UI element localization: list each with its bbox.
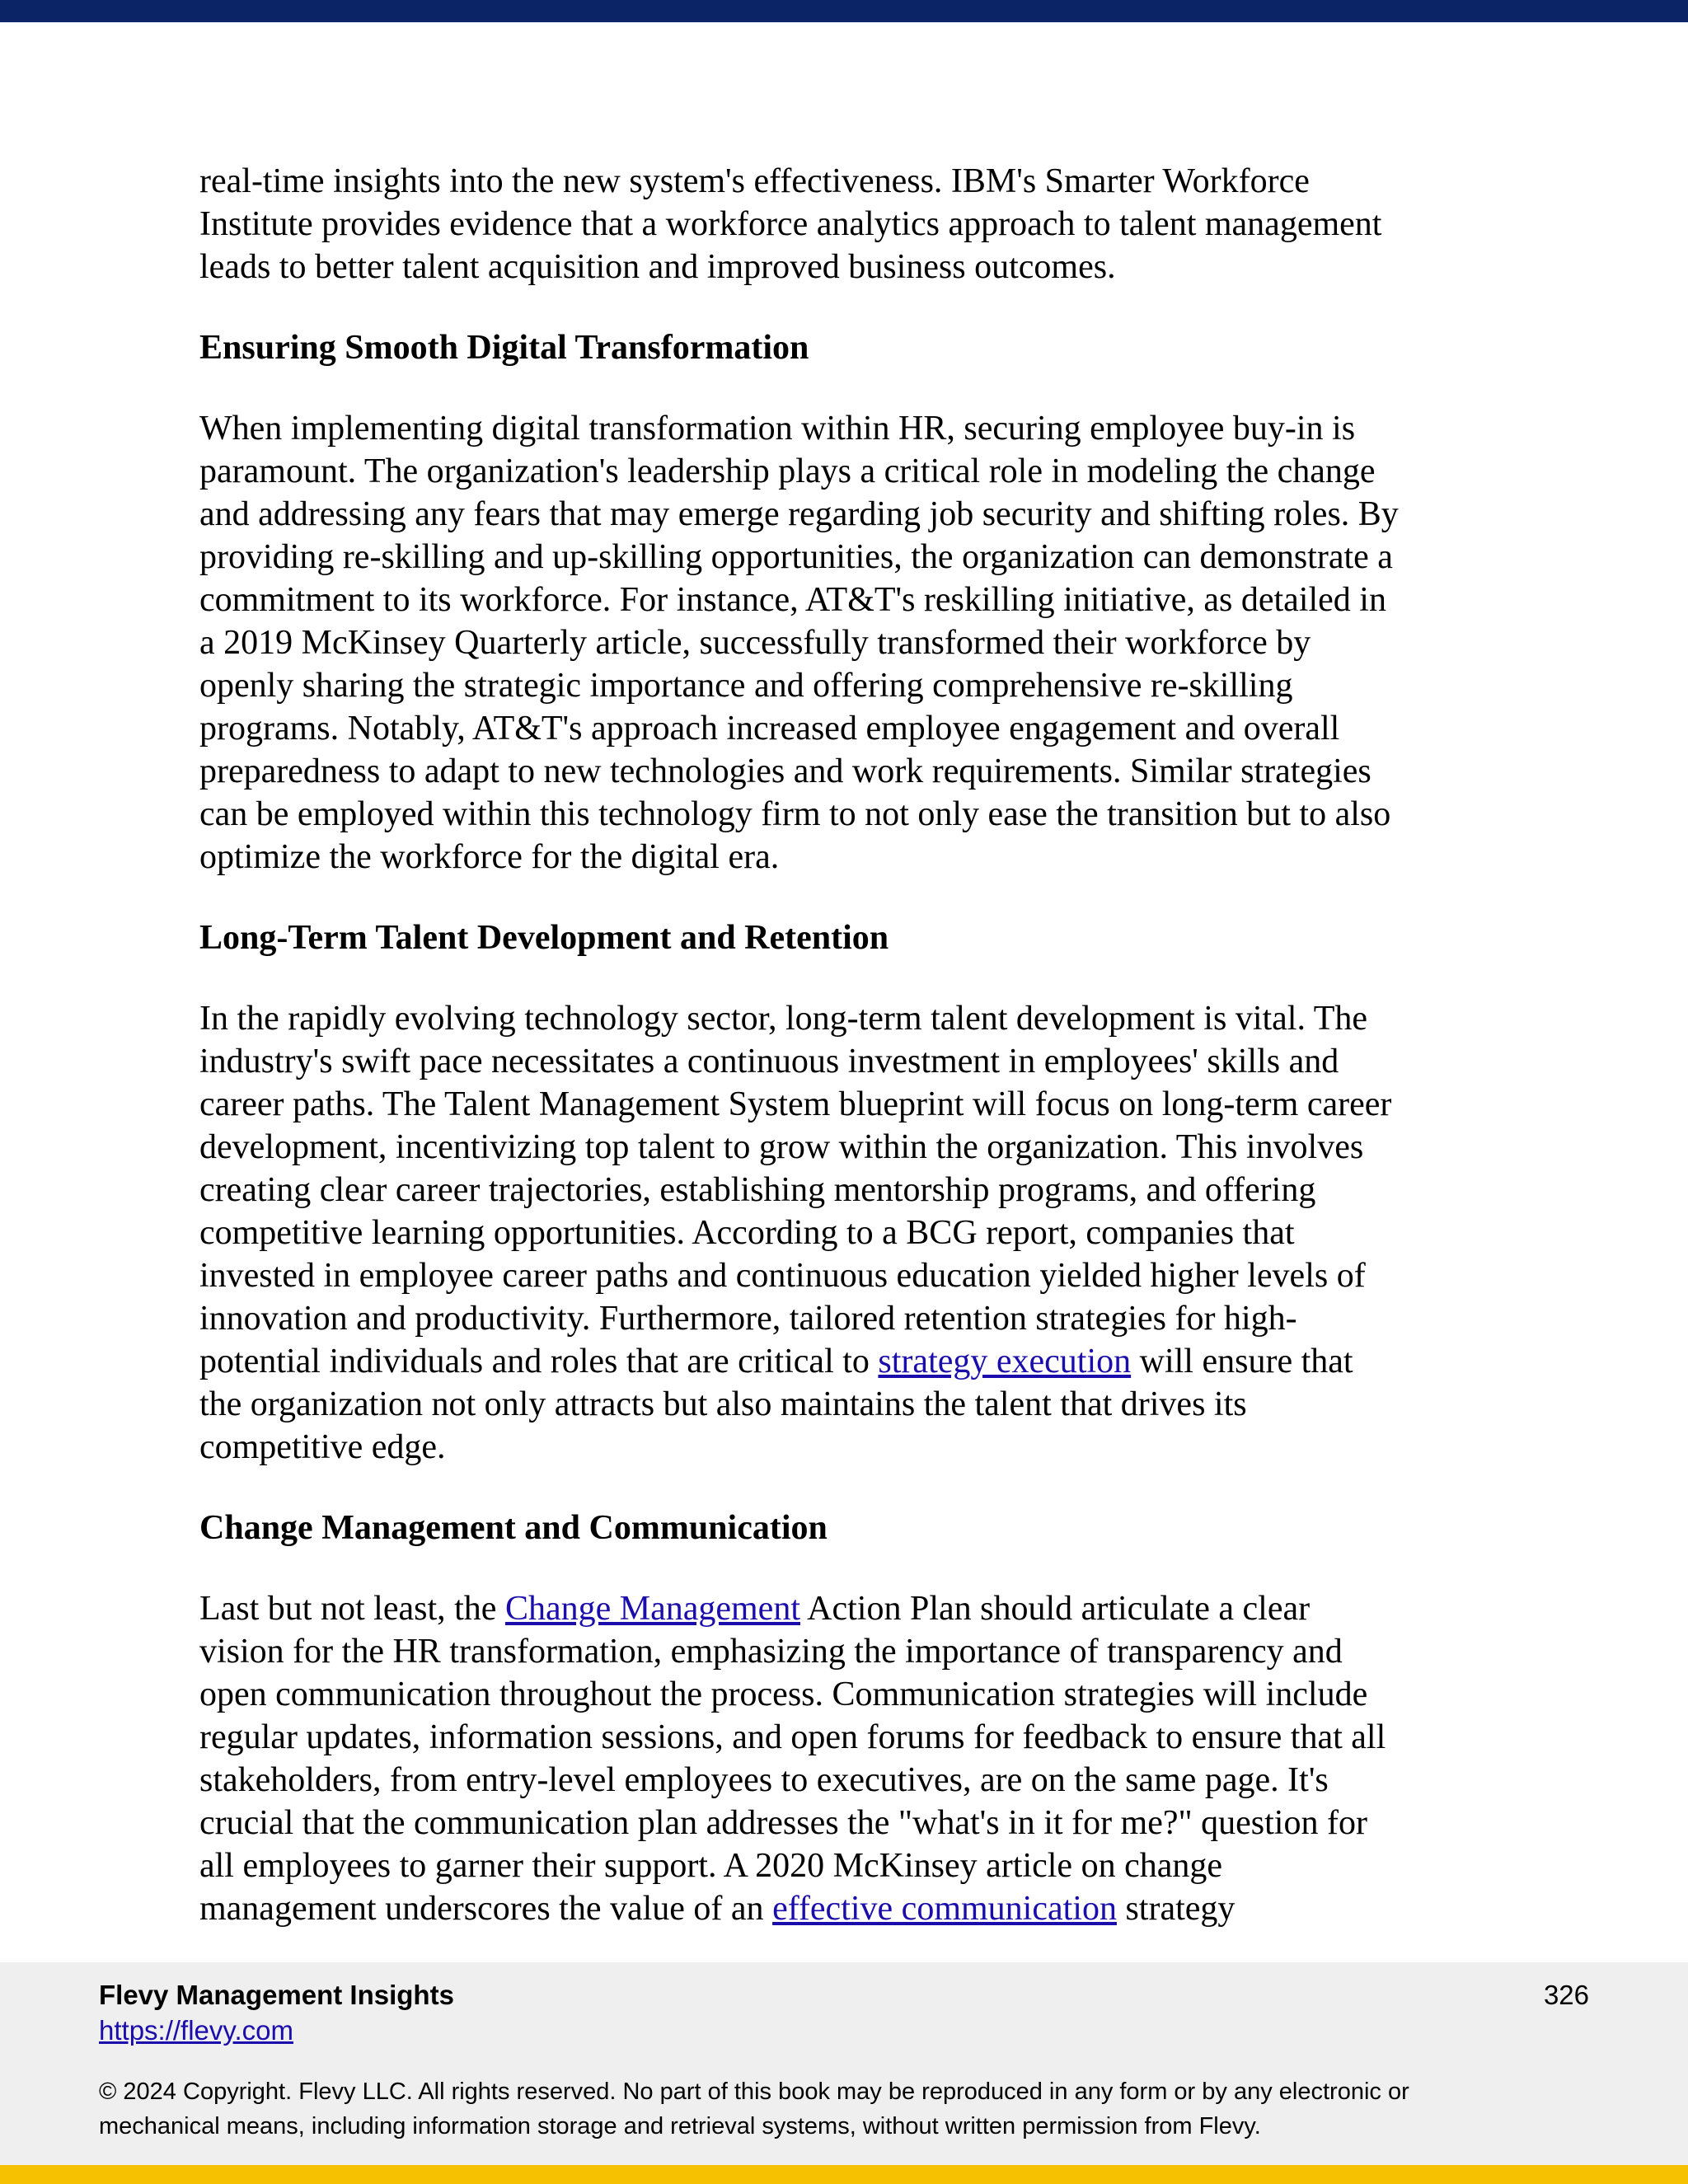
text-line: invested in employee career paths and continuous education yielded higher levels of: [199, 1257, 1366, 1295]
text-line: creating clear career trajectories, establishing mentorship programs, and offering: [199, 1171, 1316, 1209]
text-line: providing re-skilling and up-skilling opportunities, the organization can demonstrate a: [199, 538, 1393, 576]
bottom-accent-bar: [0, 2165, 1688, 2184]
text-line: competitive edge.: [199, 1428, 446, 1466]
text-line-with-link: [199, 1887, 1502, 1930]
section-heading-talent-development: Long-Term Talent Development and Retention: [199, 919, 889, 957]
copyright-line: © 2024 Copyright. Flevy LLC. All rights reserved. No part of this book may be reproduced in any form or by any electronic or: [99, 2079, 1409, 2105]
text-line: paramount. The organization's leadership plays a critical role in modeling the change: [199, 452, 1376, 490]
text-line: preparedness to adapt to new technologies and work requirements. Similar strategies: [199, 752, 1372, 790]
text-line: and addressing any fears that may emerge regarding job security and shifting roles. By: [199, 495, 1399, 533]
text-line: development, incentivizing top talent to grow within the organization. This involves: [199, 1128, 1364, 1166]
text-line: programs. Notably, AT&T's approach increased employee engagement and overall: [199, 710, 1340, 748]
text-line: leads to better talent acquisition and improved business outcomes.: [199, 248, 1116, 286]
text-line: In the rapidly evolving technology sector, long-term talent development is vital. The: [199, 1000, 1368, 1038]
strategy-execution-link[interactable]: strategy execution: [878, 1343, 1132, 1380]
text-line-with-link: [199, 1340, 1502, 1383]
text-line: commitment to its workforce. For instance, AT&T's reskilling initiative, as detailed in: [199, 581, 1386, 619]
text-line: regular updates, information sessions, and open forums for feedback to ensure that all: [199, 1718, 1386, 1756]
text-line: vision for the HR transformation, emphasizing the importance of transparency and: [199, 1633, 1343, 1671]
text-line: a 2019 McKinsey Quarterly article, successfully transformed their workforce by: [199, 624, 1311, 662]
talent-development-paragraph: [199, 997, 1502, 1469]
footer-url-link[interactable]: https://flevy.com: [99, 2015, 293, 2046]
copyright-notice: [99, 2074, 1599, 2144]
text-line: innovation and productivity. Furthermore, tailored retention strategies for high-: [199, 1300, 1297, 1338]
text-line: stakeholders, from entry-level employees to executives, are on the same page. It's: [199, 1761, 1329, 1799]
text-line: can be employed within this technology firm to not only ease the transition but to also: [199, 795, 1391, 833]
text-line: real-time insights into the new system's effectiveness. IBM's Smarter Workforce: [199, 162, 1310, 200]
text-segment: Last but not least, the: [199, 1590, 505, 1628]
top-accent-bar: [0, 0, 1688, 22]
text-line: Institute provides evidence that a workforce analytics approach to talent management: [199, 205, 1382, 243]
text-line: competitive learning opportunities. According to a BCG report, companies that: [199, 1214, 1295, 1252]
text-line: all employees to garner their support. A 2020 McKinsey article on change: [199, 1847, 1222, 1885]
text-line: crucial that the communication plan addresses the "what's in it for me?" question for: [199, 1804, 1367, 1842]
text-line-with-link: [199, 1587, 1502, 1630]
section-heading-digital-transformation: Ensuring Smooth Digital Transformation: [199, 329, 809, 367]
intro-paragraph: [199, 160, 1502, 288]
text-line: When implementing digital transformation within HR, securing employee buy-in is: [199, 410, 1356, 448]
change-management-link[interactable]: Change Management: [504, 1590, 800, 1628]
text-line: open communication throughout the process. Communication strategies will include: [199, 1675, 1368, 1713]
copyright-line: mechanical means, including information storage and retrieval systems, without written permission from Flevy.: [99, 2113, 1261, 2139]
text-segment: strategy: [1116, 1890, 1236, 1928]
page-number: 326: [1543, 1980, 1589, 2010]
change-management-paragraph: [199, 1587, 1502, 1930]
text-segment: management underscores the value of an: [199, 1890, 773, 1928]
digital-transformation-paragraph: [199, 407, 1502, 879]
footer-brand: Flevy Management Insights: [99, 1980, 454, 2010]
text-line: openly sharing the strategic importance and offering comprehensive re-skilling: [199, 667, 1293, 705]
section-heading-change-management: Change Management and Communication: [199, 1509, 828, 1547]
text-line: optimize the workforce for the digital era.: [199, 838, 780, 876]
text-line: career paths. The Talent Management System blueprint will focus on long-term career: [199, 1085, 1392, 1123]
effective-communication-link[interactable]: effective communication: [772, 1890, 1117, 1928]
text-line: the organization not only attracts but also maintains the talent that drives its: [199, 1385, 1247, 1423]
text-line: industry's swift pace necessitates a continuous investment in employees' skills and: [199, 1043, 1339, 1080]
text-segment: potential individuals and roles that are critical to: [199, 1343, 879, 1380]
text-segment: Action Plan should articulate a clear: [799, 1590, 1311, 1628]
page-content: [199, 160, 1502, 1968]
text-segment: will ensure that: [1131, 1343, 1353, 1380]
page-footer: [0, 1962, 1688, 2165]
